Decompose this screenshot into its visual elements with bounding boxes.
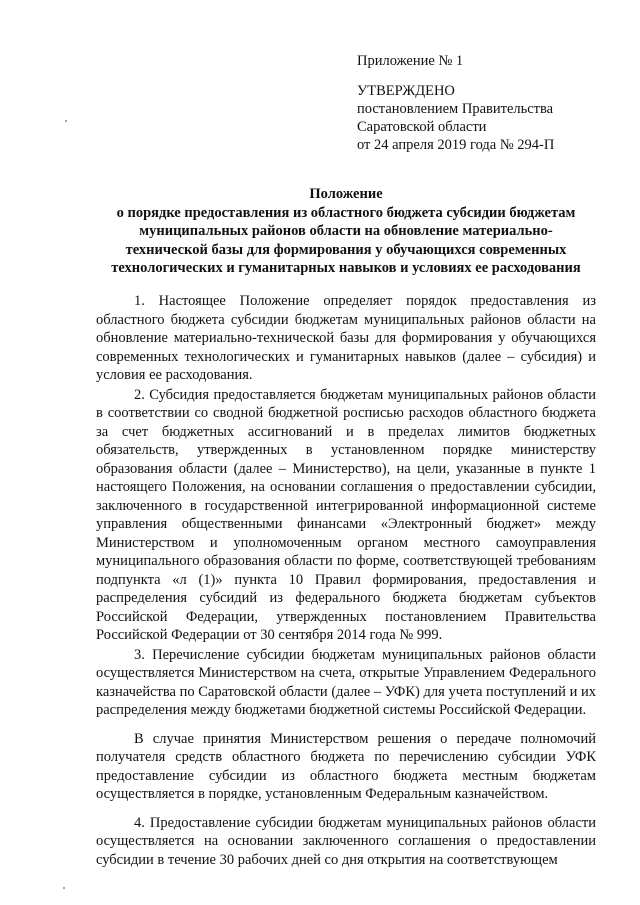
scan-speck xyxy=(63,887,65,889)
paragraph-4: В случае принятия Министерством решения о передаче полномочий получателя средств областного бюджета по перечислению субсидии УФК предоставление субсидии из областного бюджета местным бюджетам осуществляется в порядке, установленным Федеральным казначейством. xyxy=(96,730,596,802)
approval-block xyxy=(357,52,617,154)
title-line-2: муниципальных районов области на обновление материально- xyxy=(139,223,553,239)
approval-line-1: постановлением Правительства xyxy=(357,101,554,117)
paragraph-1: 1. Настоящее Положение определяет порядок предоставления из областного бюджета субсидии бюджетам муниципальных районов области на обновление материально-технической базы для формирования у обучающихся современных технологических и гуманитарных навыков (далее – субсидия) и условия ее расходования. xyxy=(96,293,596,383)
title-heading: Положение xyxy=(309,186,383,202)
document-body xyxy=(96,292,596,869)
paragraph-5: 4. Предоставление субсидии бюджетам муниципальных районов области осуществляется на основании заключенного соглашения о предоставлении субсидии в течение 30 рабочих дней со дня открытия на соответствующем xyxy=(96,814,596,868)
approved-label: УТВЕРЖДЕНО xyxy=(357,83,455,99)
appendix-number: Приложение № 1 xyxy=(357,53,464,69)
title-line-1: о порядке предоставления из областного бюджета субсидии бюджетам xyxy=(116,204,576,221)
title-line-4: технологических и гуманитарных навыков и условиях ее расходования xyxy=(111,260,581,276)
document-title xyxy=(96,185,596,278)
paragraph-3: 3. Перечисление субсидии бюджетам муниципальных районов области осуществляется Министерством на счета, открытые Управлением Федерального казначейства по Саратовской области (далее – УФК) для учета поступлений и их распределения между бюджетами бюджетной системы Российской Федерации. xyxy=(96,646,596,718)
scan-speck xyxy=(65,120,67,122)
paragraph-2: 2. Субсидия предоставляется бюджетам муниципальных районов области в соответствии со сводной бюджетной росписью расходов областного бюджета за счет бюджетных ассигнований и в пределах лимитов бюджетных обязательств, утвержденных в установленном порядке министерству образования области (далее – Министерство), на цели, указанные в пункте 1 настоящего Положения, на основании соглашения о предоставлении субсидии, заключенного в государственной интегрированной информационной системе управления общественными финансами «Электронный бюджет» между Министерством и уполномоченным органом местного самоуправления муниципального образования области по форме, соответствующей требованиям подпункта «л (1)» пункта 10 Правил формирования, предоставления и распределения субсидий из федерального бюджета бюджетам субъектов Российской Федерации, утвержденных постановлением Правительства Российской Федерации от 30 сентября 2014 года № 999. xyxy=(96,386,596,643)
title-line-3: технической базы для формирования у обучающихся современных xyxy=(125,241,567,258)
approval-line-2: Саратовской области xyxy=(357,119,487,135)
approval-line-3: от 24 апреля 2019 года № 294-П xyxy=(357,137,555,153)
